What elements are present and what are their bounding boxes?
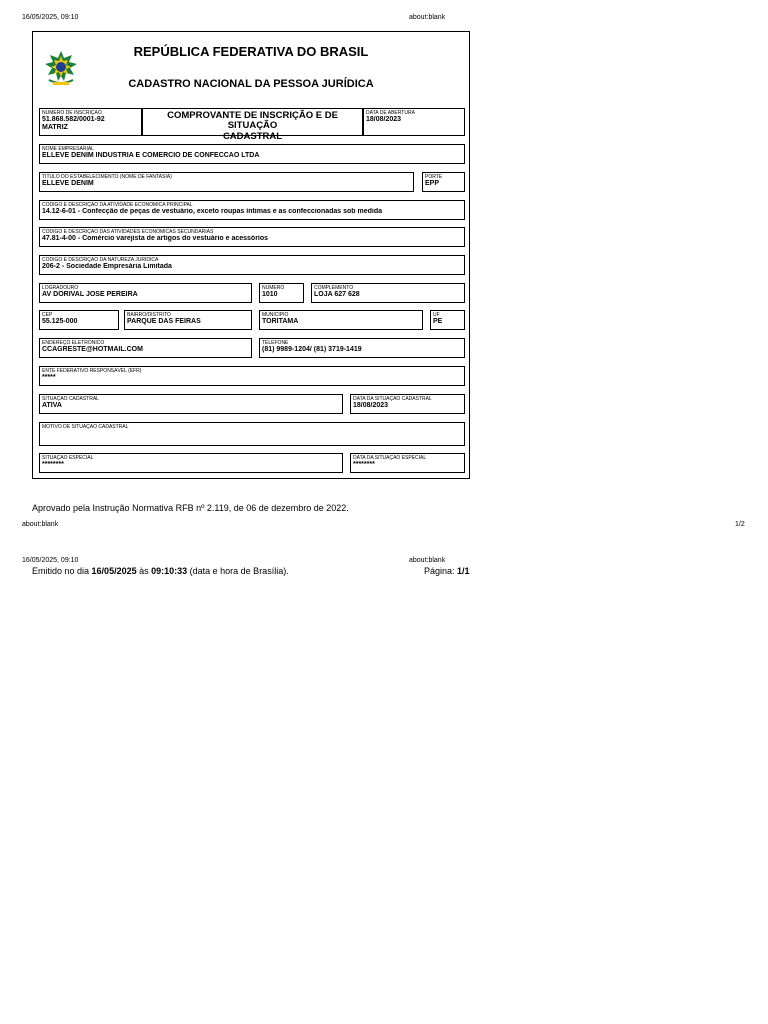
page-label: Página: [424,566,458,576]
field-label: BAIRRO/DISTRITO [127,312,171,318]
field-label: TELEFONE [262,340,289,346]
emitted-page [424,566,470,576]
field-label: CÓDIGO E DESCRIÇÃO DA NATUREZA JURÍDICA [42,257,159,263]
field-value: 206-2 - Sociedade Empresária Limitada [42,263,172,270]
emitted-mid: às [136,566,152,576]
field-value: LOJA 627 628 [314,291,360,298]
numero-field [259,283,304,303]
field-value: ******** [353,461,375,468]
complemento-field [311,283,465,303]
field-label: NÚMERO DE INSCRIÇÃO [42,110,102,116]
abertura-field [363,108,465,136]
field-label: SITUAÇÃO CADASTRAL [42,396,99,402]
comprovante-line2: CADASTRAL [222,131,283,142]
field-value: AV DORIVAL JOSE PEREIRA [42,291,138,298]
comprovante-line1: COMPROVANTE DE INSCRIÇÃO E DE SITUAÇÃO [167,110,338,131]
fantasia-field [39,172,414,192]
logradouro-field [39,283,252,303]
field-value: EPP [425,180,440,187]
print-url: about:blank [409,14,446,21]
field-label: NOME EMPRESARIAL [42,146,94,152]
field-label: DATA DA SITUAÇÃO ESPECIAL [353,455,427,461]
field-label: COMPLEMENTO [314,285,354,291]
field-value: 18/08/2023 [366,116,402,123]
page2-datetime: 16/05/2025, 09:10 [22,557,79,564]
atividade-principal-field [39,200,465,220]
field-label: TÍTULO DO ESTABELECIMENTO (NOME DE FANTASIA) [42,174,172,180]
field-value: 1010 [262,291,278,298]
field-value: PARQUE DAS FEIRAS [127,318,201,325]
emitted-prefix: Emitido no dia [32,566,92,576]
atividades-secundarias-field [39,227,465,247]
data-situacao-field [350,394,465,414]
emitted-note [32,566,289,576]
field-label: SITUAÇÃO ESPECIAL [42,455,94,461]
field-value: 55.125-000 [42,318,78,325]
field-value-secondary: MATRIZ [42,124,68,131]
situacao-field [39,394,343,414]
field-value: PE [433,318,443,325]
field-value: 14.12-6-01 - Confecção de peças de vestuário, exceto roupas íntimas e as confeccionadas sob medida [42,208,383,215]
municipio-field [259,310,423,330]
nome-empresarial-field [39,144,465,164]
inscricao-field [39,108,142,136]
field-value: 18/08/2023 [353,402,389,409]
print-datetime: 16/05/2025, 09:10 [22,14,79,21]
field-value: ATIVA [42,402,62,409]
field-value: ******** [42,461,64,468]
uf-field [430,310,465,330]
field-label: CÓDIGO E DESCRIÇÃO DA ATIVIDADE ECONÔMICA PRINCIPAL [42,202,193,208]
field-label: PORTE [425,174,443,180]
field-value: ***** [42,374,56,381]
natureza-juridica-field [39,255,465,275]
field-value: 51.868.582/0001-92 [42,116,105,123]
footer-url: about:blank [22,521,59,528]
approval-note: Aprovado pela Instrução Normativa RFB nº 2.119, de 06 de dezembro de 2022. [32,503,349,513]
porte-field [422,172,465,192]
efr-field [39,366,465,386]
emitted-date: 16/05/2025 [91,566,137,576]
field-label: DATA DE ABERTURA [366,110,415,116]
field-label: LOGRADOURO [42,285,79,291]
footer-page-number: 1/2 [735,521,745,528]
field-label: NÚMERO [262,285,285,291]
field-label: ENTE FEDERATIVO RESPONSÁVEL (EFR) [42,368,142,374]
bairro-field [124,310,252,330]
field-label: DATA DA SITUAÇÃO CADASTRAL [353,396,432,402]
comprovante-title [142,108,363,142]
field-value: 47.81-4-00 - Comércio varejista de artigos do vestuário e acessórios [42,235,269,242]
situacao-especial-field [39,453,343,473]
emitted-suffix: (data e hora de Brasília). [187,566,289,576]
field-label: CÓDIGO E DESCRIÇÃO DAS ATIVIDADES ECONÔMICAS SECUNDÁRIAS [42,229,214,235]
field-value: TORITAMA [262,318,299,325]
field-label: MUNICÍPIO [262,312,289,318]
page2-url: about:blank [409,557,446,564]
email-field [39,338,252,358]
field-value: CCAGRESTE@HOTMAIL.COM [42,346,143,353]
cep-field [39,310,119,330]
field-label: ENDEREÇO ELETRÔNICO [42,340,105,346]
page-title: REPÚBLICA FEDERATIVA DO BRASIL [133,44,369,59]
page-subtitle: CADASTRO NACIONAL DA PESSOA JURÍDICA [128,78,374,90]
cnpj-certificate [32,31,470,479]
field-label: UF [433,312,440,318]
motivo-field [39,422,465,446]
data-situacao-especial-field [350,453,465,473]
page-value: 1/1 [457,566,470,576]
field-value: ELLEVE DENIM INDUSTRIA E COMERCIO DE CONFECCAO LTDA [42,152,260,159]
field-value: (81) 9989-1204/ (81) 3719-1419 [262,346,362,353]
field-value: ELLEVE DENIM [42,180,94,187]
emitted-time: 09:10:33 [151,566,188,576]
field-label: MOTIVO DE SITUAÇÃO CADASTRAL [42,424,129,430]
telefone-field [259,338,465,358]
field-label: CEP [42,312,53,318]
